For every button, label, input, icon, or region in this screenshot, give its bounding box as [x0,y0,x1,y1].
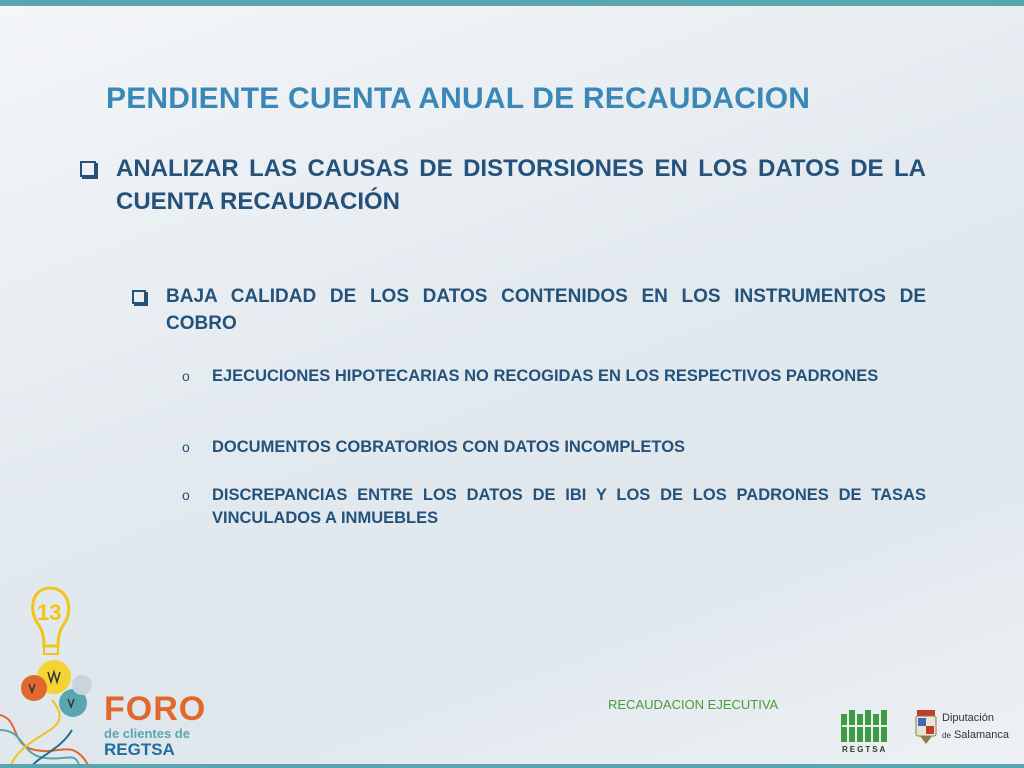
checkbox-bullet-icon [130,283,166,337]
circle-bullet-icon: o [182,439,190,455]
diputacion-line2-prefix: de [942,731,951,740]
checkbox-bullet-icon [78,152,116,218]
bottom-accent-bar [0,764,1024,768]
bullet-level3-text: DISCREPANCIAS ENTRE LOS DATOS DE IBI Y LOS DE LOS PADRONES DE TASAS VINCULADOS A INMUEBLES [212,486,926,527]
foro-logo-subtitle: de clientes de [104,726,190,741]
diputacion-line2-name: Salamanca [953,729,1010,741]
bullet-level2-text: BAJA CALIDAD DE LOS DATOS CONTENIDOS EN LOS INSTRUMENTOS DE COBRO [166,286,926,334]
svg-text:13: 13 [37,600,62,625]
bullet-level1 [78,152,926,218]
foro-logo-title: FORO [104,690,207,728]
slide-title: PENDIENTE CUENTA ANUAL DE RECAUDACION [106,82,811,115]
bullet-level3-item [182,436,926,459]
foro-logo-brand: REGTSA [104,740,175,759]
circle-bullet-icon: o [182,487,190,503]
circle-bullet-icon: o [182,368,190,384]
bullet-level1-text: ANALIZAR LAS CAUSAS DE DISTORSIONES EN LOS DATOS DE LA CUENTA RECAUDACIÓN [116,155,926,215]
bullet-level3-item [182,484,926,530]
top-accent-bar [0,0,1024,6]
diputacion-crest-icon [914,706,938,746]
diputacion-line1: Diputación [942,712,994,724]
regtsa-logo-label: REGTSA [842,745,888,754]
bullet-level3-text: DOCUMENTOS COBRATORIOS CON DATOS INCOMPLETOS [212,438,686,456]
footer-label: RECAUDACION EJECUTIVA [608,697,779,712]
bullet-level2 [130,283,926,337]
diputacion-line2 [942,729,1009,741]
bullet-level3-text: EJECUCIONES HIPOTECARIAS NO RECOGIDAS EN LOS RESPECTIVOS PADRONES [212,367,879,385]
bullet-level3-item [182,365,926,388]
